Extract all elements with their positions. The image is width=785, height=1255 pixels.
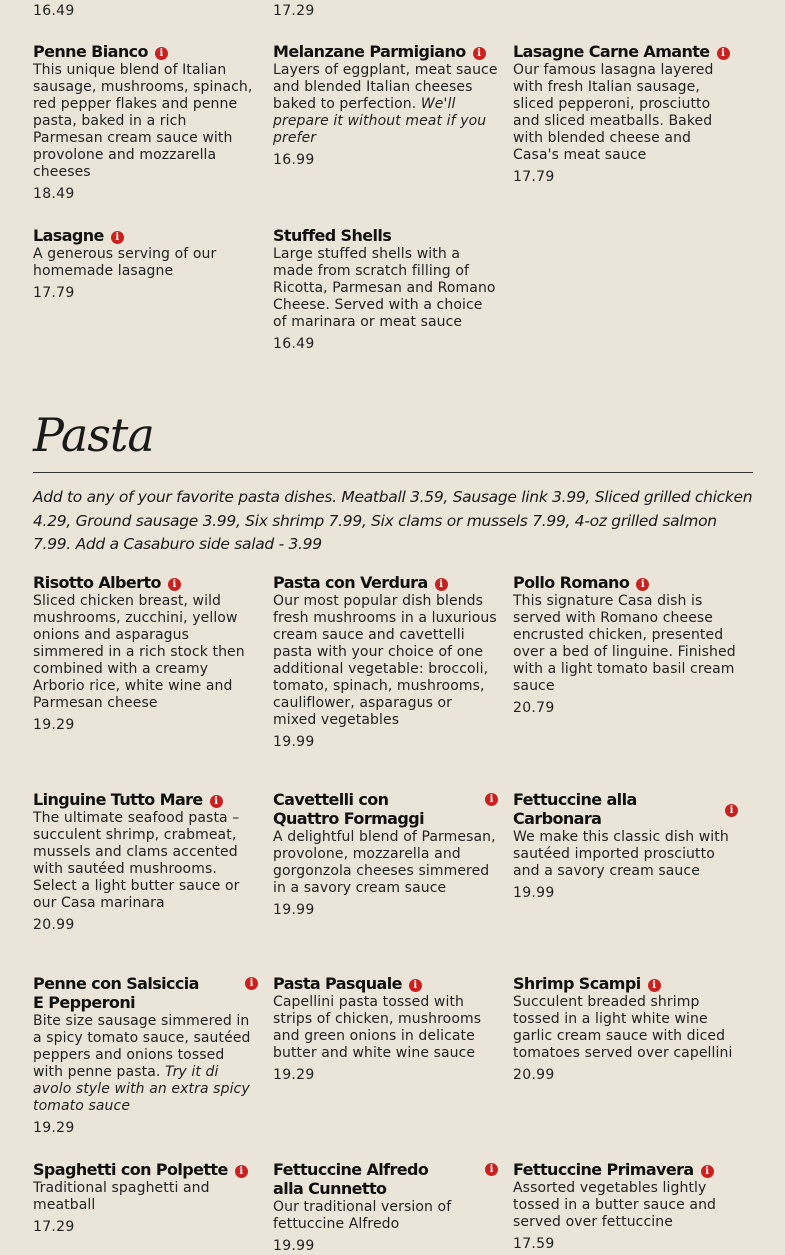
item-price: 18.49 xyxy=(33,186,75,202)
item-price: 17.29 xyxy=(273,3,315,19)
item-price: 19.99 xyxy=(273,734,315,750)
item-description: Bite size sausage simmered in a spicy tomato sauce, sautéed peppers and onions tossed with penne pasta. Try it di avolo style with an extra spicy tomato sauce xyxy=(33,1013,251,1114)
item-description: Assorted vegetables lightly tossed in a butter sauce and served over fettuccine xyxy=(513,1180,717,1230)
item-description: This signature Casa dish is served with Romano cheese encrusted chicken, presented over a bed of linguine. Finished with a light tomato basil cream sauce xyxy=(513,593,736,694)
info-icon[interactable]: i xyxy=(717,47,730,60)
item-price: 16.49 xyxy=(273,336,315,352)
item-price: 20.99 xyxy=(513,1067,555,1083)
item-price: 20.99 xyxy=(33,917,75,933)
info-icon[interactable]: i xyxy=(485,1163,498,1176)
item-price: 19.29 xyxy=(33,717,75,733)
info-icon[interactable]: i xyxy=(435,578,448,591)
item-description: Layers of eggplant, meat sauce and blended Italian cheeses baked to perfection. We'll prepare it without meat if you prefer xyxy=(273,62,498,146)
info-icon[interactable]: i xyxy=(701,1165,714,1178)
item-price: 16.49 xyxy=(33,3,75,19)
item-description: Capellini pasta tossed with strips of chicken, mushrooms and green onions in delicate butter and white wine sauce xyxy=(273,994,482,1061)
item-description: Large stuffed shells with a made from scratch filling of Ricotta, Parmesan and Romano Cheese. Served with a choice of marinara or meat sauce xyxy=(273,246,496,330)
item-price: 17.79 xyxy=(33,285,75,301)
item-name: Shrimp Scampi xyxy=(513,974,641,993)
item-name: Linguine Tutto Mare xyxy=(33,790,203,809)
info-icon[interactable]: i xyxy=(111,231,124,244)
menu-item xyxy=(513,790,738,902)
item-description: We make this classic dish with sautéed imported prosciutto and a savory cream sauce xyxy=(513,829,729,879)
info-icon[interactable]: i xyxy=(648,979,661,992)
item-price: 19.99 xyxy=(273,902,315,918)
item-note: Try it di avolo style with an extra spicy tomato sauce xyxy=(33,1064,250,1114)
item-name: Lasagne Carne Amante xyxy=(513,42,710,61)
menu-item xyxy=(273,974,498,1084)
menu-item xyxy=(33,1160,258,1236)
menu-item xyxy=(513,1160,738,1253)
info-icon[interactable]: i xyxy=(409,979,422,992)
menu-item xyxy=(513,974,738,1084)
item-description: This unique blend of Italian sausage, mushrooms, spinach, red pepper flakes and penne pasta, baked in a rich Parmesan cream sauce with provolone and mozzarella cheeses xyxy=(33,62,253,180)
info-icon[interactable]: i xyxy=(245,977,258,990)
item-price: 20.79 xyxy=(513,700,555,716)
item-name: Penne Bianco xyxy=(33,42,148,61)
info-icon[interactable]: i xyxy=(485,793,498,806)
menu-item xyxy=(33,226,258,302)
item-description: Traditional spaghetti and meatball xyxy=(33,1180,210,1213)
info-icon[interactable]: i xyxy=(210,795,223,808)
item-price: 19.29 xyxy=(33,1120,75,1136)
menu-item xyxy=(273,226,498,353)
item-price: 17.29 xyxy=(33,1219,75,1235)
menu-item xyxy=(33,573,258,734)
menu-item xyxy=(513,42,738,186)
item-name: Lasagne xyxy=(33,226,104,245)
menu-item xyxy=(33,974,258,1137)
item-name: Fettuccine Primavera xyxy=(513,1160,694,1179)
item-price: 16.99 xyxy=(273,152,315,168)
menu-item xyxy=(273,573,498,751)
info-icon[interactable]: i xyxy=(235,1165,248,1178)
item-name: Penne con Salsiccia E Pepperoni xyxy=(33,974,199,1012)
item-name: Stuffed Shells xyxy=(273,226,392,245)
item-description: Our most popular dish blends fresh mushrooms in a luxurious cream sauce and cavettelli pasta with your choice of one additional vegetable: broccoli, tomato, spinach, mushrooms, cauliflower, asparagus or mixed vegetables xyxy=(273,593,497,728)
item-description: Our traditional version of fettuccine Alfredo xyxy=(273,1199,452,1232)
item-name: Fettuccine Alfredo alla Cunnetto xyxy=(273,1160,429,1198)
section-intro: Add to any of your favorite pasta dishes. Meatball 3.59, Sausage link 3.99, Sliced grilled chicken 4.29, Ground sausage 3.99, Six shrimp 7.99, Six clams or mussels 7.99, 4-oz grilled salmon 7.99. Add a Casaburo side salad - 3.99 xyxy=(33,488,753,553)
item-name: Spaghetti con Polpette xyxy=(33,1160,228,1179)
item-price: 17.79 xyxy=(513,169,555,185)
item-description: Sliced chicken breast, wild mushrooms, zucchini, yellow onions and asparagus simmered in a rich stock then combined with a creamy Arborio rice, white wine and Parmesan cheese xyxy=(33,593,245,711)
item-name: Pollo Romano xyxy=(513,573,630,592)
menu-item xyxy=(513,573,738,717)
info-icon[interactable]: i xyxy=(636,578,649,591)
item-name: Fettuccine alla Carbonara xyxy=(513,790,637,828)
item-name: Pasta Pasquale xyxy=(273,974,402,993)
menu-item xyxy=(33,790,258,934)
item-name: Melanzane Parmigiano xyxy=(273,42,466,61)
item-price: 19.99 xyxy=(273,1238,315,1254)
item-description: A generous serving of our homemade lasagne xyxy=(33,246,217,279)
item-note: We'll prepare it without meat if you prefer xyxy=(273,96,487,146)
section-title: Pasta xyxy=(33,408,154,462)
menu-item xyxy=(273,1160,498,1255)
item-description: The ultimate seafood pasta – succulent shrimp, crabmeat, mussels and clams accented with sautéed mushrooms. Select a light butter sauce or our Casa marinara xyxy=(33,810,240,911)
info-icon[interactable]: i xyxy=(473,47,486,60)
menu-item xyxy=(273,790,498,919)
item-price: 19.29 xyxy=(273,1067,315,1083)
item-price: 19.99 xyxy=(513,885,555,901)
item-name: Pasta con Verdura xyxy=(273,573,428,592)
menu-item xyxy=(273,42,498,169)
section-divider xyxy=(33,472,753,473)
item-description: Succulent breaded shrimp tossed in a light white wine garlic cream sauce with diced tomatoes served over capellini xyxy=(513,994,733,1061)
item-price: 17.59 xyxy=(513,1236,555,1252)
info-icon[interactable]: i xyxy=(168,578,181,591)
item-name: Risotto Alberto xyxy=(33,573,161,592)
item-name: Cavettelli con Quattro Formaggi xyxy=(273,790,424,828)
menu-item xyxy=(33,42,258,203)
info-icon[interactable]: i xyxy=(155,47,168,60)
item-description: A delightful blend of Parmesan, provolone, mozzarella and gorgonzola cheeses simmered in a savory cream sauce xyxy=(273,829,496,896)
item-description: Our famous lasagna layered with fresh Italian sausage, sliced pepperoni, prosciutto and sliced meatballs. Baked with blended cheese and Casa's meat sauce xyxy=(513,62,714,163)
info-icon[interactable]: i xyxy=(725,804,738,817)
